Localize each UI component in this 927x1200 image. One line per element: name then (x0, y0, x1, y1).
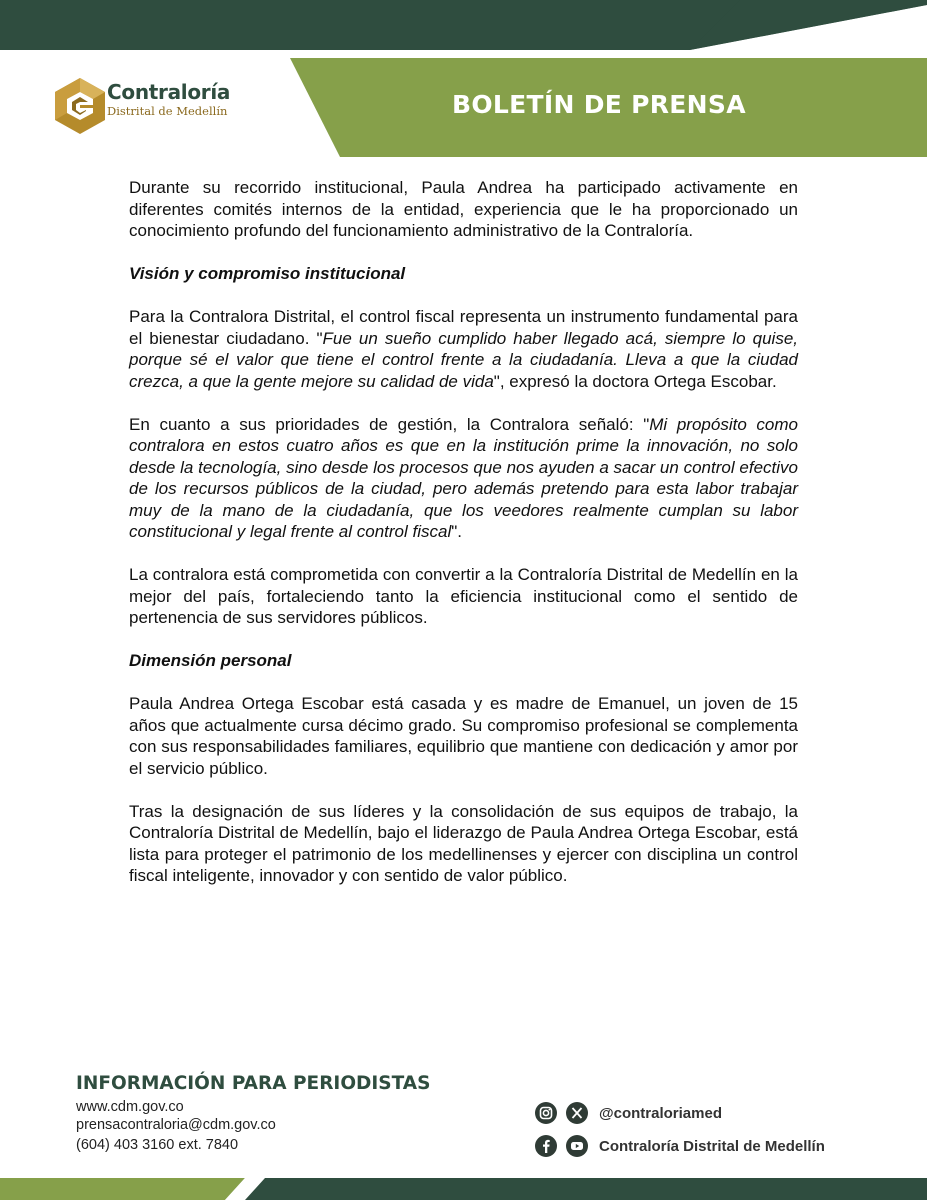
paragraph-3 (129, 414, 798, 543)
org-subtitle: Distrital de Medellín (107, 104, 228, 118)
website-link[interactable]: www.cdm.gov.co (76, 1099, 184, 1115)
instagram-icon[interactable] (535, 1102, 557, 1124)
paragraph-3-intro: En cuanto a sus prioridades de gestión, la Contralora señaló: " (129, 414, 650, 434)
quote-1: Fue un sueño cumplido haber llegado acá, siempre lo quise, porque sé el valor que tiene el control frente a la ciudadanía. Lleva a que la ciudad crezca, a que la gente mejore su calidad de vida (129, 328, 798, 391)
youtube-icon[interactable] (566, 1135, 588, 1157)
social-row-name (535, 1135, 825, 1157)
org-logo[interactable] (55, 76, 245, 138)
org-name: Contraloría (107, 80, 231, 104)
social-name[interactable]: Contraloría Distrital de Medellín (599, 1137, 825, 1155)
paragraph-1: Durante su recorrido institucional, Paula Andrea ha participado activamente en diferentes comités internos de la entidad, experiencia que le ha proporcionado un conocimiento profundo del funcionamiento administrativo de la Contraloría. (129, 178, 798, 240)
paragraph-5: Paula Andrea Ortega Escobar está casada y es madre de Emanuel, un joven de 15 años que actualmente cursa décimo grado. Su compromiso profesional se complementa con sus responsabilidades familiares, equilibrio que mantiene con dedicación y amor por el servicio público. (129, 694, 798, 778)
paragraph-2 (129, 306, 798, 392)
paragraph-2-outro: ", expresó la doctora Ortega Escobar. (493, 371, 777, 391)
section-heading-vision: Visión y compromiso institucional (129, 264, 406, 283)
paragraph-4: La contralora está comprometida con convertir a la Contraloría Distrital de Medellín en la mejor del país, fortaleciendo tanto la eficiencia institucional como el sentido de pertenencia de sus servidores públicos. (129, 565, 798, 627)
paragraph-2-intro: Para la Contralora Distrital, el control fiscal representa un instrumento fundamental para el bienestar ciudadano. " (129, 307, 798, 348)
facebook-icon[interactable] (535, 1135, 557, 1157)
paragraph-3-outro: ". (451, 522, 462, 541)
social-handle[interactable]: @contraloriamed (599, 1104, 722, 1122)
email-link[interactable]: prensacontraloria@cdm.gov.co (76, 1117, 276, 1133)
social-row-handle (535, 1102, 722, 1124)
logo-hexagon-icon (55, 78, 105, 134)
paragraph-6: Tras la designación de sus líderes y la consolidación de sus equipos de trabajo, la Contraloría Distrital de Medellín, bajo el liderazgo de Paula Andrea Ortega Escobar, está lista para proteger el patrimonio de los medellinenses y ejercer con disciplina un control fiscal inteligente, innovador y con sentido de valor público. (129, 801, 798, 885)
phone-number: (604) 403 3160 ext. 7840 (76, 1137, 239, 1153)
logo-text (107, 80, 230, 118)
banner-title: BOLETÍN DE PRENSA (452, 90, 746, 119)
quote-2: Mi propósito como contralora en estos cuatro años es que en la institución prime la innovación, no solo desde la tecnología, sino desde los procesos que nos ayuden a sacar un control efectivo de los recursos públicos de la ciudad, pero además pretendo para esta labor trabajar muy de la mano de la ciudadanía, que los veedores realmente cumplan su labor constitucional y legal frente al control fiscal (129, 414, 798, 541)
x-icon[interactable] (566, 1102, 588, 1124)
footer-band (0, 1178, 927, 1200)
footer-title: INFORMACIÓN PARA PERIODISTAS (76, 1073, 431, 1094)
section-heading-personal: Dimensión personal (129, 651, 292, 670)
article-body (129, 177, 798, 908)
